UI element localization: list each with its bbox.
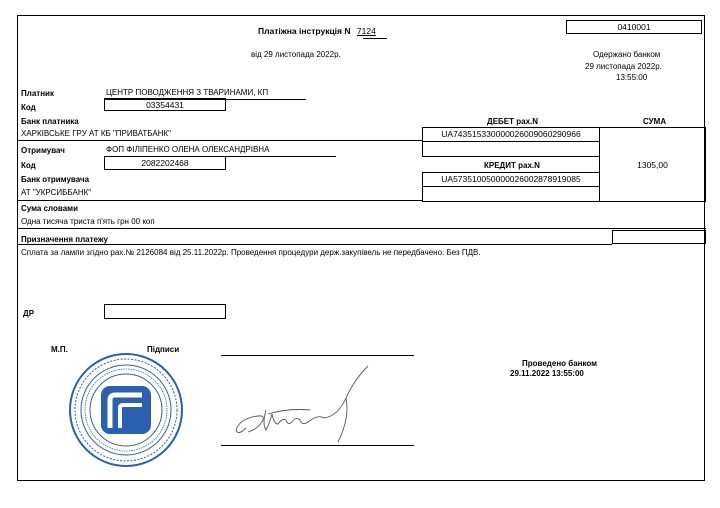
amount-box: [599, 127, 706, 202]
payer-code-label: Код: [21, 103, 36, 112]
stamp-logo: [101, 386, 151, 434]
form-code-box: [566, 20, 702, 34]
dr-label: ДР: [23, 309, 35, 318]
payer-code-box: [104, 98, 226, 111]
document-number: 7124: [356, 26, 376, 36]
debit-account-box: [422, 127, 600, 142]
credit-label: КРЕДИТ рах.N: [484, 161, 540, 170]
amount-words: Одна тисяча триста п'ять грн 00 коп: [21, 217, 155, 226]
amount-value: 1305,00: [637, 160, 668, 170]
amount-words-label: Сума словами: [21, 204, 79, 213]
mp-label: М.П.: [51, 345, 68, 354]
credit-account: UA573510050000026002878919085: [441, 174, 581, 184]
document-date: від 29 листопада 2022р.: [251, 50, 341, 59]
recipient-name: ФОП ФІЛІПЕНКО ОЛЕНА ОЛЕКСАНДРІВНА: [106, 145, 270, 154]
dr-box: [104, 304, 226, 319]
document-title: [258, 26, 376, 36]
purpose-label: Призначення платежу: [21, 235, 109, 244]
payer-bank-label: Банк платника: [21, 117, 79, 126]
signatures-label: Підписи: [147, 345, 180, 354]
payer-code: 03354431: [146, 100, 184, 110]
signature-line-top: [221, 355, 414, 356]
bank-stamp: [56, 350, 196, 468]
received-time: 13:55:00: [616, 73, 648, 82]
purpose-line: [18, 244, 612, 245]
amount-label: СУМА: [643, 117, 667, 126]
recipient-code: 2082202468: [141, 158, 189, 168]
payer-label: Платник: [21, 89, 54, 98]
credit-blank-box: [422, 186, 600, 202]
recipient-code-box: [104, 156, 226, 170]
purpose-text: Сплата за лампи згідно рах.№ 2126084 від 25.11.2022р. Проведення процедури держ.закупівель не передбачено. Без ПДВ.: [21, 248, 481, 257]
payer-bank-line: [18, 140, 422, 141]
purpose-side-box: [612, 230, 706, 244]
handwritten-signature: [228, 358, 408, 448]
title-label: Платіжна інструкція N: [258, 26, 351, 36]
processed-label: Проведено банком: [522, 359, 598, 368]
payer-name: ЦЕНТР ПОВОДЖЕННЯ З ТВАРИНАМИ, КП: [106, 88, 269, 97]
debit-account: UA743515330000026009060290966: [441, 129, 581, 139]
recipient-bank: АТ "УКРСИББАНК": [21, 188, 92, 197]
debit-label: ДЕБЕТ рах.N: [487, 117, 539, 126]
amount-words-line: [18, 228, 706, 229]
credit-account-box: [422, 172, 600, 187]
recipient-bank-label: Банк отримувача: [21, 175, 90, 184]
processed-datetime: 29.11.2022 13:55:00: [510, 369, 584, 378]
debit-blank-box: [422, 141, 600, 157]
received-date: 29 листопада 2022р.: [585, 62, 662, 71]
title-number-underline: [363, 38, 387, 39]
payer-bank: ХАРКІВСЬКЕ ГРУ АТ КБ "ПРИВАТБАНК": [21, 129, 171, 138]
form-code: 0410001: [617, 22, 651, 32]
recipient-bank-line: [18, 200, 422, 201]
recipient-label: Отримувач: [21, 146, 65, 155]
recipient-code-label: Код: [21, 161, 36, 170]
received-label: Одержано банком: [593, 50, 661, 59]
payment-instruction-document: [17, 15, 705, 481]
